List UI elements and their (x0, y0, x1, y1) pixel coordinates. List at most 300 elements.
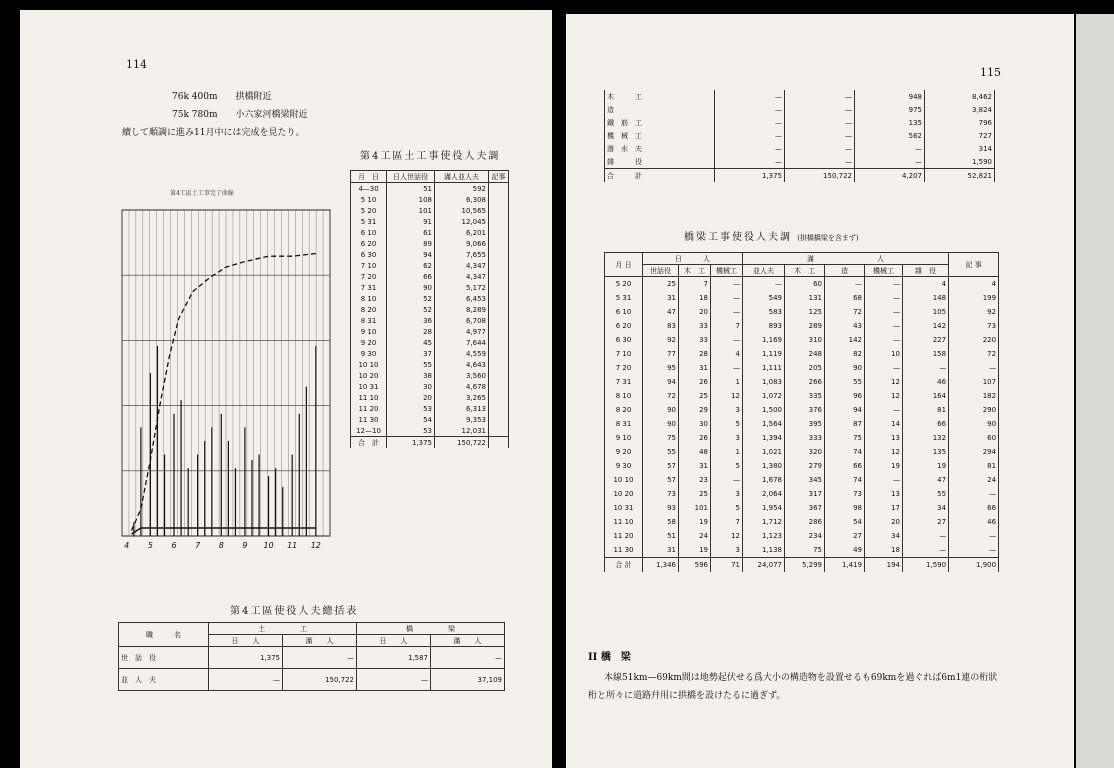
row-label: 潛 水 夫 (605, 142, 715, 155)
col-header: 日 人 (209, 635, 283, 647)
table-row (605, 277, 999, 292)
date-cell: 10 31 (605, 501, 643, 515)
table3-title-text: 橋梁工事使役人夫調 (684, 232, 792, 243)
value-cell: 25 (643, 277, 679, 292)
x-tick-label: 11 (287, 541, 298, 550)
value-cell: 25 (679, 487, 711, 501)
note-cell (489, 238, 509, 249)
value-cell: 30 (679, 417, 711, 431)
date-cell: 8 20 (351, 304, 387, 315)
value-cell: 87 (825, 417, 865, 431)
section-heading: II 橋 梁 (588, 652, 631, 663)
table-row (351, 293, 509, 304)
x-tick-label: 8 (218, 541, 224, 550)
table3-note: (拱橋橋梁を含まず) (797, 234, 859, 242)
value-cell: 47 (643, 305, 679, 319)
value-cell: 74 (825, 445, 865, 459)
value-cell: 33 (679, 333, 711, 347)
table-row (605, 389, 999, 403)
paragraph-line: 桁と所々に道路幷用に拱橋を設けたるに過ぎず。 (588, 691, 786, 701)
date-cell: 5 20 (351, 205, 387, 216)
note-cell (489, 293, 509, 304)
value-cell: 30 (387, 381, 435, 392)
value-cell: 27 (825, 529, 865, 543)
value-cell: 74 (825, 473, 865, 487)
paragraph-line: 本線51km—69km間は地勢起伏せる爲大小の構造物を設置せるも69kmを過ぐれば6m1連の桁狀 (604, 673, 998, 683)
value-cell: 4,643 (435, 359, 489, 370)
date-cell: 8 31 (605, 417, 643, 431)
value-cell: 90 (643, 417, 679, 431)
value-cell: 1,380 (743, 459, 785, 473)
value-cell: 55 (903, 487, 949, 501)
value-cell: 94 (643, 375, 679, 389)
col-header: 造 (825, 265, 865, 277)
value-cell: 286 (785, 515, 825, 529)
col-header: 日 人 (357, 635, 431, 647)
value-cell: 4 (949, 277, 999, 292)
value-cell: 62 (387, 260, 435, 271)
value-cell: 82 (825, 347, 865, 361)
table-row (605, 515, 999, 529)
note-cell (489, 425, 509, 437)
col-header: 土 工 (209, 623, 357, 635)
value-cell: 975 (855, 103, 925, 116)
value-cell: 150,722 (435, 437, 489, 449)
x-tick-label: 9 (242, 541, 248, 550)
value-cell: 47 (903, 473, 949, 487)
value-cell: 1,111 (743, 361, 785, 375)
value-cell: 49 (825, 543, 865, 558)
x-tick-label: 10 (263, 541, 274, 550)
value-cell: 60 (785, 277, 825, 292)
date-cell: 9 10 (351, 326, 387, 337)
date-cell: 11 10 (605, 515, 643, 529)
value-cell: 1,375 (715, 169, 785, 183)
table-row (605, 116, 995, 129)
value-cell: 1,500 (743, 403, 785, 417)
row-label: 雜 役 (605, 155, 715, 169)
table-row (351, 414, 509, 425)
date-cell: 8 20 (605, 403, 643, 417)
value-cell: 1,590 (903, 558, 949, 573)
cumulative-curve (132, 254, 316, 531)
text-line: 75k 780m 小六家河橋梁附近 (172, 110, 308, 120)
value-cell: 89 (387, 238, 435, 249)
value-cell: 1,123 (743, 529, 785, 543)
progress-chart (116, 206, 336, 556)
value-cell: — (711, 305, 743, 319)
value-cell: 294 (949, 445, 999, 459)
value-cell: 310 (785, 333, 825, 347)
value-cell: 135 (903, 445, 949, 459)
row-label: 並 人 夫 (119, 669, 209, 691)
note-cell (489, 359, 509, 370)
value-cell: 31 (679, 361, 711, 375)
value-cell: 51 (387, 183, 435, 195)
value-cell: 68 (825, 291, 865, 305)
left-page (20, 10, 552, 768)
cell: 150,722 (283, 669, 357, 691)
value-cell: 107 (949, 375, 999, 389)
value-cell: 314 (925, 142, 995, 155)
value-cell: 19 (903, 459, 949, 473)
table-row (605, 431, 999, 445)
col-header: 職 名 (119, 623, 209, 647)
value-cell: 335 (785, 389, 825, 403)
value-cell: 20 (387, 392, 435, 403)
value-cell: — (785, 129, 855, 142)
x-tick-label: 12 (310, 541, 321, 550)
date-cell: 6 10 (605, 305, 643, 319)
cell: 1,587 (357, 647, 431, 669)
value-cell: — (785, 90, 855, 103)
date-cell: 7 20 (605, 361, 643, 375)
labor-table-earthwork (350, 170, 509, 448)
value-cell: 52 (387, 304, 435, 315)
value-cell: 125 (785, 305, 825, 319)
note-cell (489, 216, 509, 227)
table-row (605, 155, 995, 169)
value-cell: 7,644 (435, 337, 489, 348)
value-cell: 3,265 (435, 392, 489, 403)
date-cell: 10 31 (351, 381, 387, 392)
value-cell: 8,462 (925, 90, 995, 103)
value-cell: 20 (865, 515, 903, 529)
table-row (605, 305, 999, 319)
value-cell: — (949, 361, 999, 375)
value-cell: 72 (643, 389, 679, 403)
value-cell: 24 (679, 529, 711, 543)
note-cell (489, 437, 509, 449)
x-tick-label: 6 (171, 541, 177, 550)
value-cell: 1,138 (743, 543, 785, 558)
value-cell: 7 (711, 515, 743, 529)
labor-summary-table (118, 622, 505, 691)
value-cell: 1 (711, 445, 743, 459)
value-cell: — (903, 361, 949, 375)
table-row (605, 142, 995, 155)
col-header: 機械工 (865, 265, 903, 277)
date-cell: 12—10 (351, 425, 387, 437)
note-cell (489, 194, 509, 205)
value-cell: 19 (865, 459, 903, 473)
table-row (605, 333, 999, 347)
value-cell: — (711, 473, 743, 487)
value-cell: 158 (903, 347, 949, 361)
value-cell: 1,564 (743, 417, 785, 431)
note-cell (489, 282, 509, 293)
value-cell: 24 (949, 473, 999, 487)
cell: — (209, 669, 283, 691)
col-header: 月 日 (351, 171, 387, 183)
next-page-edge (1076, 14, 1114, 768)
date-cell: 9 10 (605, 431, 643, 445)
date-cell: 11 20 (605, 529, 643, 543)
value-cell: 108 (387, 194, 435, 205)
value-cell: 66 (949, 501, 999, 515)
table-row (351, 216, 509, 227)
table-row (605, 375, 999, 389)
value-cell: — (865, 333, 903, 347)
cell: 37,109 (431, 669, 505, 691)
value-cell: 549 (743, 291, 785, 305)
chart-title: 第4工區土工事完了曲線 (170, 190, 234, 197)
note-cell (489, 414, 509, 425)
col-header: 滿 人 (283, 635, 357, 647)
value-cell: — (825, 277, 865, 292)
cell: — (431, 647, 505, 669)
table-row (351, 304, 509, 315)
value-cell: 54 (825, 515, 865, 529)
value-cell: 395 (785, 417, 825, 431)
note-cell (489, 260, 509, 271)
date-cell: 7 10 (605, 347, 643, 361)
value-cell: 101 (387, 205, 435, 216)
table-row (351, 227, 509, 238)
value-cell: 23 (679, 473, 711, 487)
date-cell: 10 10 (351, 359, 387, 370)
date-cell: 5 10 (351, 194, 387, 205)
value-cell: — (715, 142, 785, 155)
value-cell: 205 (785, 361, 825, 375)
value-cell: — (855, 142, 925, 155)
value-cell: — (865, 291, 903, 305)
value-cell: 58 (643, 515, 679, 529)
value-cell: 3,824 (925, 103, 995, 116)
value-cell: — (785, 155, 855, 169)
value-cell: 12 (865, 445, 903, 459)
value-cell: 5 (711, 459, 743, 473)
table-row (605, 361, 999, 375)
value-cell: 3 (711, 487, 743, 501)
date-cell: 6 10 (351, 227, 387, 238)
row-label: 機 械 工 (605, 129, 715, 142)
value-cell: 1,678 (743, 473, 785, 487)
col-header: 並人夫 (743, 265, 785, 277)
x-tick-label: 4 (124, 541, 130, 550)
value-cell: 96 (825, 389, 865, 403)
value-cell: 55 (387, 359, 435, 370)
value-cell: 31 (679, 459, 711, 473)
value-cell: 24,077 (743, 558, 785, 573)
value-cell: 51 (643, 529, 679, 543)
value-cell: 55 (825, 375, 865, 389)
table-row (351, 183, 509, 195)
table-row (351, 260, 509, 271)
value-cell: 562 (855, 129, 925, 142)
cell: 1,375 (209, 647, 283, 669)
table-row (605, 90, 995, 103)
value-cell: 148 (903, 291, 949, 305)
value-cell: 142 (825, 333, 865, 347)
value-cell: 66 (387, 271, 435, 282)
value-cell: 71 (711, 558, 743, 573)
value-cell: 132 (903, 431, 949, 445)
text-line: 76k 400m 拱橋附近 (172, 92, 272, 102)
row-label: 木 工 (605, 90, 715, 103)
value-cell: 220 (949, 333, 999, 347)
value-cell: — (711, 333, 743, 347)
value-cell: 320 (785, 445, 825, 459)
value-cell: 101 (679, 501, 711, 515)
note-cell (489, 183, 509, 195)
value-cell: 57 (643, 473, 679, 487)
table-row (351, 348, 509, 359)
value-cell: 367 (785, 501, 825, 515)
value-cell: 57 (643, 459, 679, 473)
col-header: 記 事 (949, 253, 999, 277)
value-cell: 27 (903, 515, 949, 529)
value-cell: 90 (825, 361, 865, 375)
value-cell: 29 (679, 403, 711, 417)
value-cell: 75 (785, 543, 825, 558)
value-cell: 25 (679, 389, 711, 403)
note-cell (489, 348, 509, 359)
value-cell: 9,353 (435, 414, 489, 425)
value-cell: 7 (711, 319, 743, 333)
row-label: 合 計 (605, 169, 715, 183)
table-row (351, 359, 509, 370)
value-cell: 4,347 (435, 260, 489, 271)
value-cell: 1,119 (743, 347, 785, 361)
date-cell: 11 30 (351, 414, 387, 425)
labor-table-continued (604, 90, 995, 182)
value-cell: 93 (643, 501, 679, 515)
value-cell: — (743, 277, 785, 292)
value-cell: 12,031 (435, 425, 489, 437)
value-cell: 92 (949, 305, 999, 319)
baseline-curve (131, 528, 315, 534)
page-number-right: 115 (980, 66, 1001, 79)
value-cell: 5,299 (785, 558, 825, 573)
value-cell: 4,977 (435, 326, 489, 337)
value-cell: 28 (387, 326, 435, 337)
table-row (605, 501, 999, 515)
value-cell: 46 (903, 375, 949, 389)
value-cell: 46 (949, 515, 999, 529)
date-cell: 合 計 (605, 558, 643, 573)
value-cell: — (715, 116, 785, 129)
row-label: 造 (605, 103, 715, 116)
row-label: 世 話 役 (119, 647, 209, 669)
value-cell: 105 (903, 305, 949, 319)
date-cell: 9 30 (351, 348, 387, 359)
x-tick-label: 5 (147, 541, 153, 550)
value-cell: 19 (679, 543, 711, 558)
value-cell: 92 (643, 333, 679, 347)
value-cell: 1,900 (949, 558, 999, 573)
value-cell: 8,289 (435, 304, 489, 315)
value-cell: 53 (387, 425, 435, 437)
value-cell: 194 (865, 558, 903, 573)
table-row (351, 249, 509, 260)
date-cell: 6 20 (605, 319, 643, 333)
value-cell: 91 (387, 216, 435, 227)
value-cell: 5 (711, 501, 743, 515)
date-cell: 4—30 (351, 183, 387, 195)
value-cell: 9,066 (435, 238, 489, 249)
value-cell: 3,560 (435, 370, 489, 381)
date-cell: 6 20 (351, 238, 387, 249)
table-row (351, 326, 509, 337)
value-cell: 12 (865, 375, 903, 389)
value-cell: 95 (643, 361, 679, 375)
col-header: 月 日 (605, 253, 643, 277)
value-cell: 1,169 (743, 333, 785, 347)
value-cell: 13 (865, 487, 903, 501)
col-header: 木 工 (679, 265, 711, 277)
value-cell: 317 (785, 487, 825, 501)
value-cell: — (855, 155, 925, 169)
col-header: 雜 役 (903, 265, 949, 277)
note-cell (489, 403, 509, 414)
value-cell: — (715, 103, 785, 116)
value-cell: 20 (679, 305, 711, 319)
value-cell: 142 (903, 319, 949, 333)
note-cell (489, 337, 509, 348)
value-cell: 6,201 (435, 227, 489, 238)
table-row (351, 437, 509, 449)
table2-title: 第4工區使役人夫總括表 (230, 606, 359, 617)
col-header: 滿人並人夫 (435, 171, 489, 183)
value-cell: 38 (387, 370, 435, 381)
table-row (351, 238, 509, 249)
value-cell: 28 (679, 347, 711, 361)
value-cell: 1,375 (387, 437, 435, 449)
value-cell: 4,559 (435, 348, 489, 359)
col-header: 機械工 (711, 265, 743, 277)
value-cell: 135 (855, 116, 925, 129)
value-cell: 182 (949, 389, 999, 403)
note-cell (489, 227, 509, 238)
table3-title (684, 228, 859, 243)
value-cell: 150,722 (785, 169, 855, 183)
col-header: 記事 (489, 171, 509, 183)
value-cell: 90 (949, 417, 999, 431)
note-cell (489, 249, 509, 260)
note-cell (489, 315, 509, 326)
value-cell: 7,655 (435, 249, 489, 260)
note-cell (489, 370, 509, 381)
value-cell: 66 (903, 417, 949, 431)
value-cell: 81 (949, 459, 999, 473)
value-cell: 796 (925, 116, 995, 129)
value-cell: 10 (865, 347, 903, 361)
date-cell: 9 30 (605, 459, 643, 473)
value-cell: 18 (865, 543, 903, 558)
value-cell: 54 (387, 414, 435, 425)
table-row (351, 271, 509, 282)
value-cell: 199 (949, 291, 999, 305)
table-row (605, 473, 999, 487)
value-cell: 727 (925, 129, 995, 142)
value-cell: 61 (387, 227, 435, 238)
value-cell: — (865, 305, 903, 319)
value-cell: — (715, 155, 785, 169)
note-cell (489, 304, 509, 315)
value-cell: 1,590 (925, 155, 995, 169)
value-cell: 1,346 (643, 558, 679, 573)
value-cell: 34 (865, 529, 903, 543)
value-cell: 45 (387, 337, 435, 348)
value-cell: 592 (435, 183, 489, 195)
table-row (351, 381, 509, 392)
value-cell: 948 (855, 90, 925, 103)
value-cell: 227 (903, 333, 949, 347)
value-cell: 66 (825, 459, 865, 473)
value-cell: — (785, 103, 855, 116)
table-row (605, 129, 995, 142)
